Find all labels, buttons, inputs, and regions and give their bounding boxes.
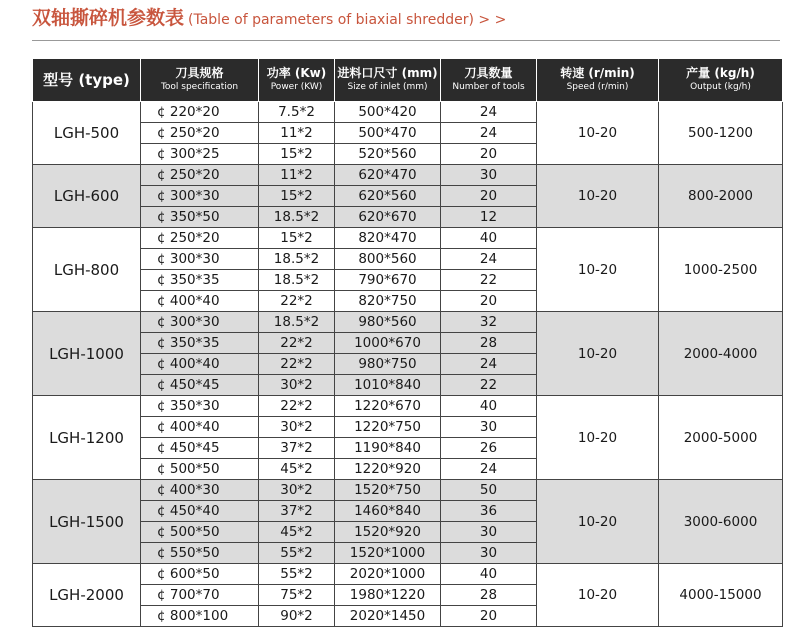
output-cell: 2000-4000 — [659, 312, 783, 396]
tool-count-cell: 28 — [441, 585, 537, 606]
tool-spec-cell: ¢ 250*20 — [141, 123, 259, 144]
table-row — [33, 396, 783, 417]
speed-cell: 10-20 — [537, 165, 659, 228]
inlet-size-cell: 520*560 — [335, 144, 441, 165]
tool-spec-cell: ¢ 300*30 — [141, 186, 259, 207]
tool-spec-cell: ¢ 350*35 — [141, 270, 259, 291]
inlet-size-cell: 1220*920 — [335, 459, 441, 480]
tool-count-cell: 24 — [441, 354, 537, 375]
power-cell: 18.5*2 — [259, 270, 335, 291]
tool-count-cell: 30 — [441, 543, 537, 564]
inlet-size-cell: 1460*840 — [335, 501, 441, 522]
tool-count-cell: 20 — [441, 186, 537, 207]
tool-count-cell: 20 — [441, 144, 537, 165]
tool-spec-cell: ¢ 450*45 — [141, 438, 259, 459]
power-cell: 90*2 — [259, 606, 335, 627]
tool-spec-cell: ¢ 450*45 — [141, 375, 259, 396]
power-cell: 45*2 — [259, 459, 335, 480]
tool-count-cell: 40 — [441, 228, 537, 249]
table-row — [33, 165, 783, 186]
power-cell: 11*2 — [259, 123, 335, 144]
tool-count-cell: 24 — [441, 459, 537, 480]
tool-spec-cell: ¢ 350*50 — [141, 207, 259, 228]
power-cell: 15*2 — [259, 144, 335, 165]
inlet-size-cell: 980*560 — [335, 312, 441, 333]
tool-count-cell: 20 — [441, 606, 537, 627]
inlet-size-cell: 620*560 — [335, 186, 441, 207]
model-cell: LGH-600 — [33, 165, 141, 228]
tool-spec-cell: ¢ 220*20 — [141, 102, 259, 123]
model-group — [33, 480, 783, 564]
tool-spec-cell: ¢ 700*70 — [141, 585, 259, 606]
tool-count-cell: 30 — [441, 417, 537, 438]
tool-count-cell: 24 — [441, 102, 537, 123]
power-cell: 18.5*2 — [259, 312, 335, 333]
inlet-size-cell: 2020*1000 — [335, 564, 441, 585]
inlet-size-cell: 500*420 — [335, 102, 441, 123]
speed-cell: 10-20 — [537, 396, 659, 480]
inlet-size-cell: 1980*1220 — [335, 585, 441, 606]
power-cell: 55*2 — [259, 564, 335, 585]
model-group — [33, 312, 783, 396]
power-cell: 75*2 — [259, 585, 335, 606]
speed-cell: 10-20 — [537, 564, 659, 627]
tool-count-cell: 36 — [441, 501, 537, 522]
output-cell: 2000-5000 — [659, 396, 783, 480]
tool-spec-cell: ¢ 400*40 — [141, 417, 259, 438]
inlet-size-cell: 620*670 — [335, 207, 441, 228]
inlet-size-cell: 1220*670 — [335, 396, 441, 417]
tool-count-cell: 24 — [441, 123, 537, 144]
model-group — [33, 396, 783, 480]
inlet-size-cell: 1190*840 — [335, 438, 441, 459]
power-cell: 15*2 — [259, 186, 335, 207]
power-cell: 55*2 — [259, 543, 335, 564]
tool-count-cell: 40 — [441, 564, 537, 585]
output-cell: 800-2000 — [659, 165, 783, 228]
title-divider — [32, 40, 780, 41]
power-cell: 30*2 — [259, 375, 335, 396]
inlet-size-cell: 1520*1000 — [335, 543, 441, 564]
tool-spec-cell: ¢ 400*30 — [141, 480, 259, 501]
tool-count-cell: 28 — [441, 333, 537, 354]
tool-spec-cell: ¢ 500*50 — [141, 459, 259, 480]
inlet-size-cell: 980*750 — [335, 354, 441, 375]
output-cell: 1000-2500 — [659, 228, 783, 312]
model-cell: LGH-500 — [33, 102, 141, 165]
inlet-size-cell: 620*470 — [335, 165, 441, 186]
tool-spec-cell: ¢ 300*30 — [141, 249, 259, 270]
tool-count-cell: 30 — [441, 522, 537, 543]
title-chinese: 双轴撕碎机参数表 — [32, 7, 185, 29]
power-cell: 22*2 — [259, 291, 335, 312]
tool-spec-cell: ¢ 400*40 — [141, 354, 259, 375]
header-tool-count: 刀具数量 Number of tools — [441, 59, 537, 102]
power-cell: 30*2 — [259, 480, 335, 501]
tool-count-cell: 30 — [441, 165, 537, 186]
tool-spec-cell: ¢ 500*50 — [141, 522, 259, 543]
output-cell: 500-1200 — [659, 102, 783, 165]
header-type: 型号 (type) — [33, 59, 141, 102]
table-row — [33, 312, 783, 333]
header-power: 功率 (Kw) Power (KW) — [259, 59, 335, 102]
power-cell: 15*2 — [259, 228, 335, 249]
inlet-size-cell: 1010*840 — [335, 375, 441, 396]
tool-spec-cell: ¢ 400*40 — [141, 291, 259, 312]
inlet-size-cell: 1220*750 — [335, 417, 441, 438]
inlet-size-cell: 2020*1450 — [335, 606, 441, 627]
power-cell: 18.5*2 — [259, 207, 335, 228]
model-group — [33, 228, 783, 312]
parameters-table — [32, 58, 783, 627]
table-header-row — [33, 59, 783, 102]
inlet-size-cell: 1520*750 — [335, 480, 441, 501]
model-group — [33, 102, 783, 165]
header-speed: 转速 (r/min) Speed (r/min) — [537, 59, 659, 102]
output-cell: 4000-15000 — [659, 564, 783, 627]
table-row — [33, 228, 783, 249]
tool-spec-cell: ¢ 350*30 — [141, 396, 259, 417]
power-cell: 30*2 — [259, 417, 335, 438]
power-cell: 11*2 — [259, 165, 335, 186]
tool-count-cell: 26 — [441, 438, 537, 459]
inlet-size-cell: 820*750 — [335, 291, 441, 312]
speed-cell: 10-20 — [537, 102, 659, 165]
inlet-size-cell: 1000*670 — [335, 333, 441, 354]
tool-spec-cell: ¢ 550*50 — [141, 543, 259, 564]
tool-count-cell: 24 — [441, 249, 537, 270]
power-cell: 37*2 — [259, 501, 335, 522]
model-cell: LGH-800 — [33, 228, 141, 312]
tool-spec-cell: ¢ 300*30 — [141, 312, 259, 333]
tool-count-cell: 40 — [441, 396, 537, 417]
speed-cell: 10-20 — [537, 312, 659, 396]
tool-count-cell: 20 — [441, 291, 537, 312]
power-cell: 37*2 — [259, 438, 335, 459]
model-cell: LGH-1500 — [33, 480, 141, 564]
power-cell: 22*2 — [259, 354, 335, 375]
header-inlet-size: 进料口尺寸 (mm) Size of inlet (mm) — [335, 59, 441, 102]
tool-count-cell: 22 — [441, 270, 537, 291]
tool-spec-cell: ¢ 250*20 — [141, 165, 259, 186]
tool-count-cell: 22 — [441, 375, 537, 396]
speed-cell: 10-20 — [537, 480, 659, 564]
tool-spec-cell: ¢ 800*100 — [141, 606, 259, 627]
power-cell: 22*2 — [259, 396, 335, 417]
tool-count-cell: 12 — [441, 207, 537, 228]
model-group — [33, 165, 783, 228]
header-output: 产量 (kg/h) Output (kg/h) — [659, 59, 783, 102]
speed-cell: 10-20 — [537, 228, 659, 312]
tool-count-cell: 50 — [441, 480, 537, 501]
tool-spec-cell: ¢ 350*35 — [141, 333, 259, 354]
tool-count-cell: 32 — [441, 312, 537, 333]
power-cell: 22*2 — [259, 333, 335, 354]
page-title — [32, 6, 506, 30]
model-group — [33, 564, 783, 627]
power-cell: 45*2 — [259, 522, 335, 543]
output-cell: 3000-6000 — [659, 480, 783, 564]
table-row — [33, 102, 783, 123]
inlet-size-cell: 820*470 — [335, 228, 441, 249]
header-tool-spec: 刀具规格 Tool specification — [141, 59, 259, 102]
title-english: (Table of parameters of biaxial shredder) > > — [188, 12, 507, 28]
model-cell: LGH-1000 — [33, 312, 141, 396]
power-cell: 18.5*2 — [259, 249, 335, 270]
power-cell: 7.5*2 — [259, 102, 335, 123]
tool-spec-cell: ¢ 250*20 — [141, 228, 259, 249]
table-row — [33, 480, 783, 501]
inlet-size-cell: 1520*920 — [335, 522, 441, 543]
inlet-size-cell: 500*470 — [335, 123, 441, 144]
tool-spec-cell: ¢ 600*50 — [141, 564, 259, 585]
table-row — [33, 564, 783, 585]
inlet-size-cell: 800*560 — [335, 249, 441, 270]
inlet-size-cell: 790*670 — [335, 270, 441, 291]
model-cell: LGH-2000 — [33, 564, 141, 627]
tool-spec-cell: ¢ 450*40 — [141, 501, 259, 522]
tool-spec-cell: ¢ 300*25 — [141, 144, 259, 165]
model-cell: LGH-1200 — [33, 396, 141, 480]
